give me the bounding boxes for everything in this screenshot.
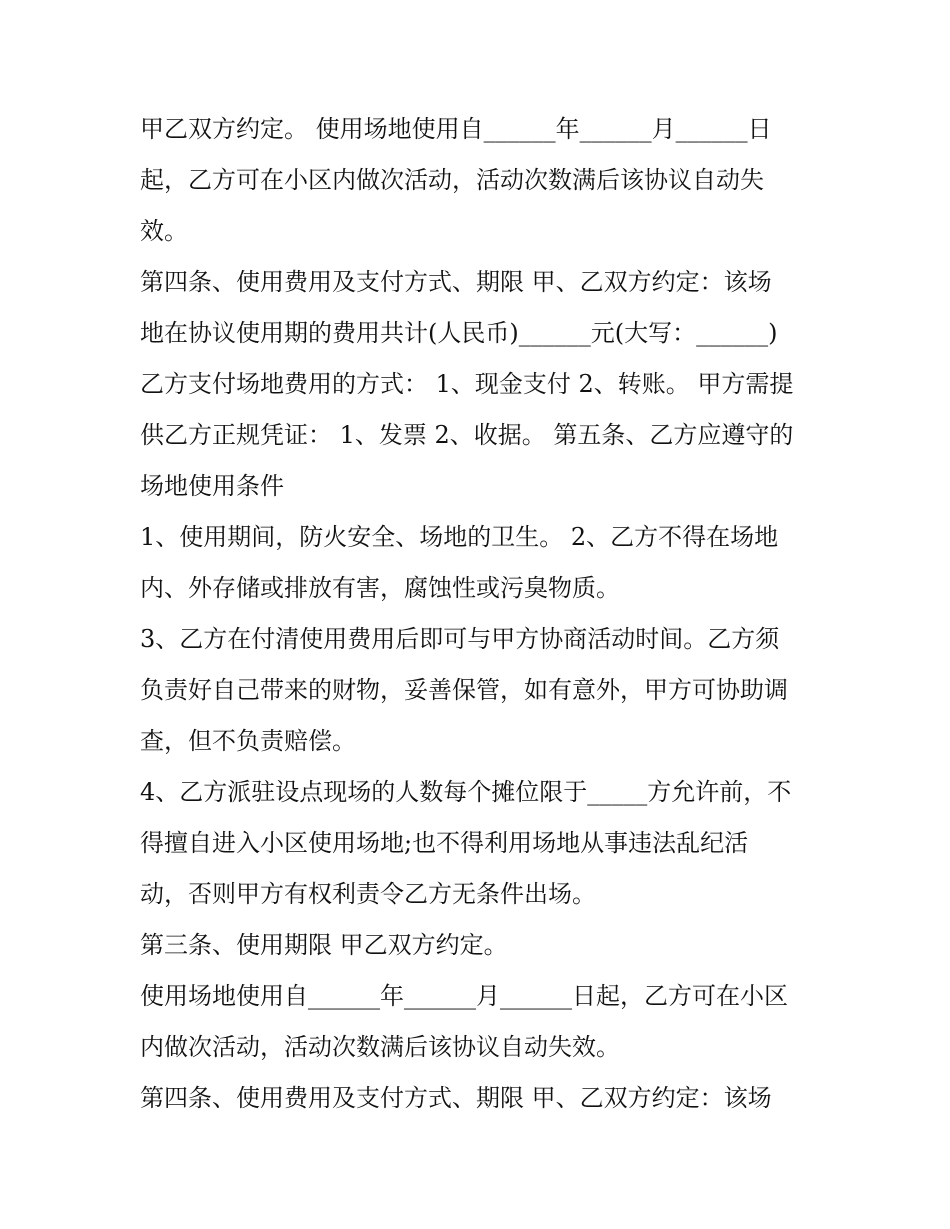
- text-line: 场地使用条件: [140, 472, 284, 500]
- text-line: 查，但不负责赔偿。: [140, 727, 356, 755]
- text-line: 供乙方正规凭证： 1、发票 2、收据。 第五条、乙方应遵守的: [140, 421, 794, 449]
- text-line: 第四条、使用费用及支付方式、期限 甲、乙双方约定：该场: [140, 1084, 772, 1112]
- text-line: 第四条、使用费用及支付方式、期限 甲、乙双方约定：该场: [140, 268, 772, 296]
- text-line: 甲乙双方约定。 使用场地使用自______年______月______日: [140, 115, 772, 143]
- text-line: 内、外存储或排放有害，腐蚀性或污臭物质。: [140, 574, 620, 602]
- text-line: 负责好自己带来的财物，妥善保管，如有意外，甲方可协助调: [140, 676, 788, 704]
- text-line: 3、乙方在付清使用费用后即可与甲方协商活动时间。乙方须: [140, 625, 780, 653]
- text-line: 1、使用期间，防火安全、场地的卫生。 2、乙方不得在场地: [140, 523, 779, 551]
- text-line: 地在协议使用期的费用共计(人民币)______元(大写：______): [140, 319, 778, 347]
- text-line: 第三条、使用期限 甲乙双方约定。: [140, 931, 508, 959]
- text-line: 使用场地使用自______年______月______日起，乙方可在小区: [140, 982, 788, 1010]
- text-line: 起，乙方可在小区内做次活动，活动次数满后该协议自动失: [140, 166, 764, 194]
- text-line: 内做次活动，活动次数满后该协议自动失效。: [140, 1033, 620, 1061]
- text-line: 4、乙方派驻设点现场的人数每个摊位限于_____方允许前，不: [140, 778, 792, 806]
- text-line: 得擅自进入小区使用场地;也不得利用场地从事违法乱纪活: [140, 829, 749, 857]
- text-line: 乙方支付场地费用的方式： 1、现金支付 2、转账。 甲方需提: [140, 370, 794, 398]
- text-line: 动，否则甲方有权利责令乙方无条件出场。: [140, 880, 596, 908]
- text-line: 效。: [140, 217, 188, 245]
